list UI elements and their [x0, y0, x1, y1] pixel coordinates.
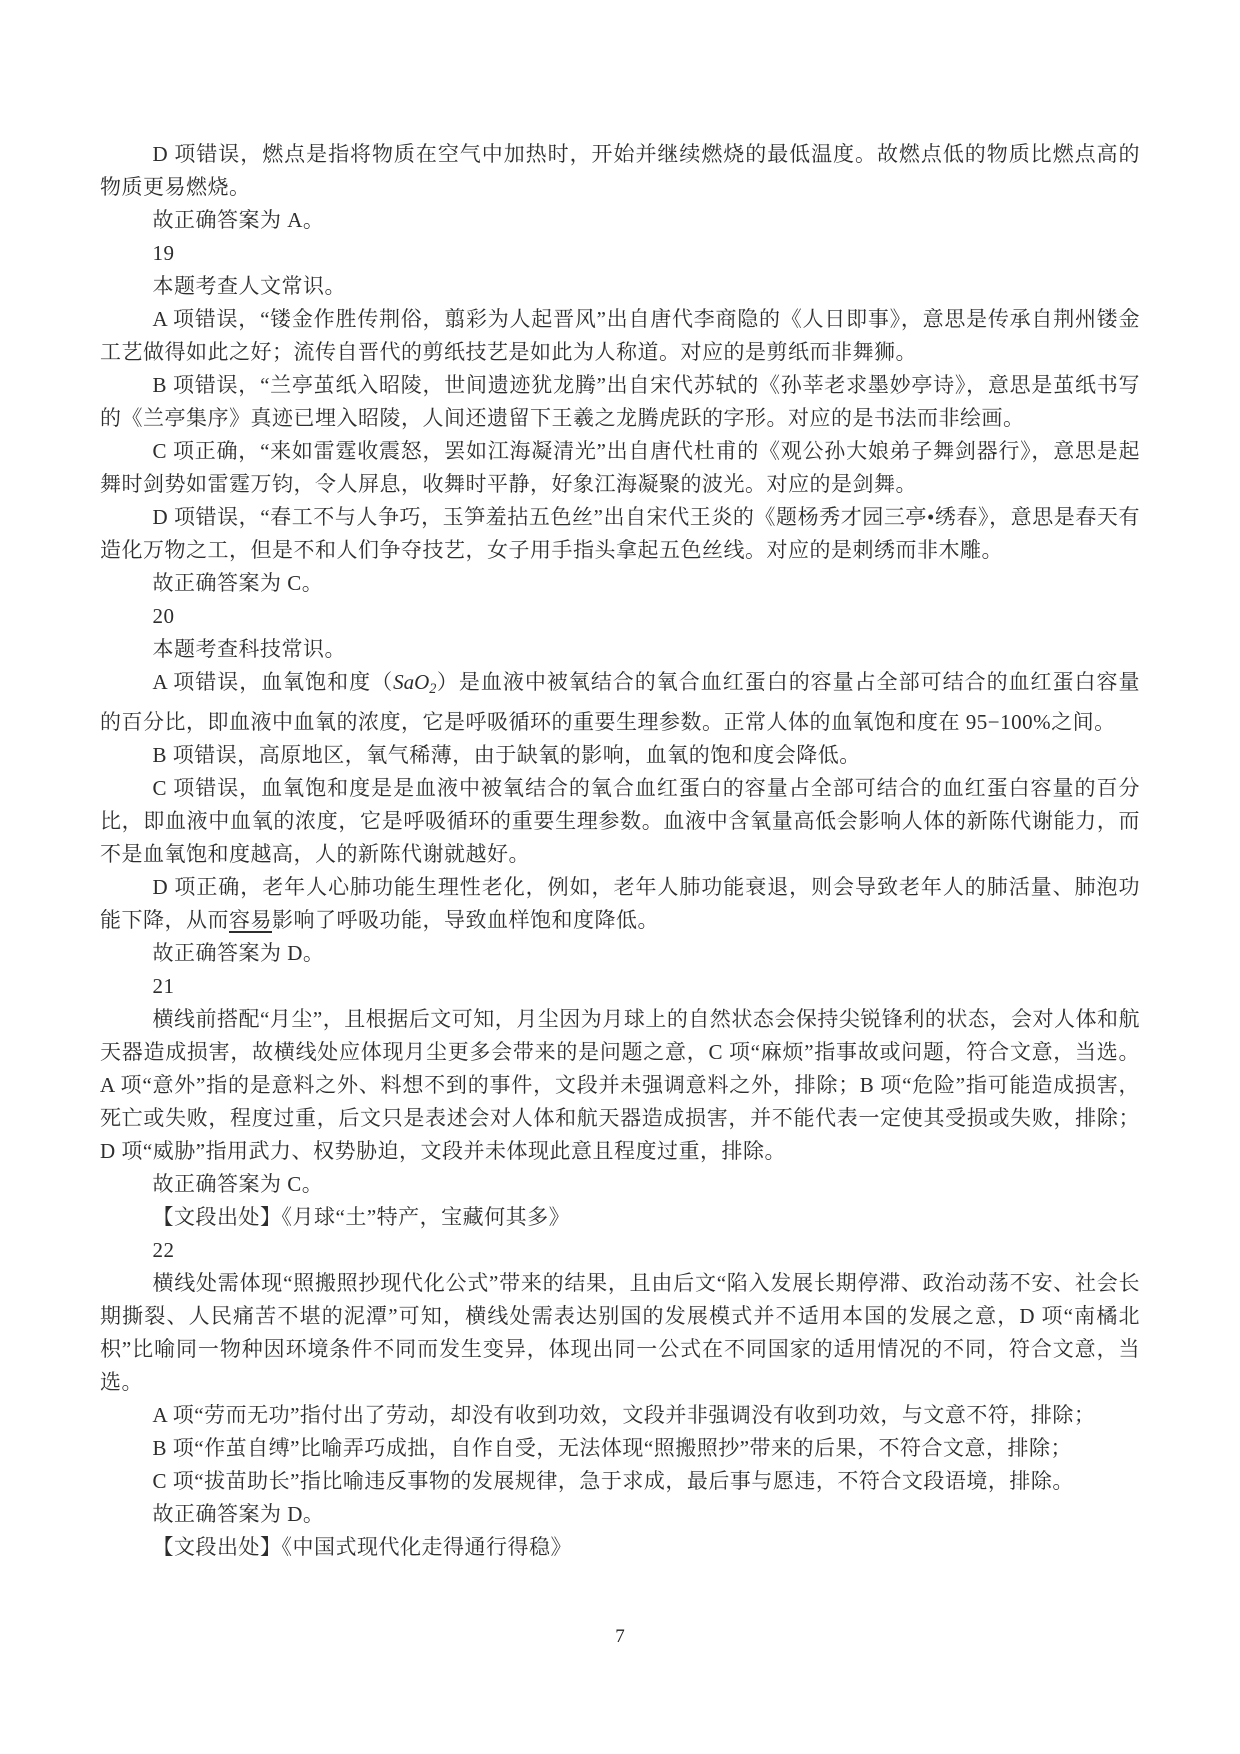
document-content — [100, 138, 1140, 1564]
paragraph — [100, 772, 1140, 871]
paragraph — [100, 1498, 1140, 1531]
text-segment: 故正确答案为 A。 — [152, 208, 325, 232]
paragraph — [100, 1267, 1140, 1399]
paragraph — [100, 1432, 1140, 1465]
paragraph — [100, 937, 1140, 970]
text-segment: ）是血液中被氧结合的氧合血红蛋白的容量占全部可结合的血红蛋白容量的百分比，即血液中血氧的浓度，它是呼吸循环的重要生理参数。正常人体的血氧饱和度在 95−100%之间。 — [100, 670, 1140, 734]
paragraph — [100, 1003, 1140, 1168]
paragraph — [100, 1201, 1140, 1234]
text-segment: 故正确答案为 C。 — [152, 1171, 324, 1196]
text-segment: 本题考查科技常识。 — [152, 637, 346, 661]
text-segment: 【文段出处】《月球“土”特产，宝藏何其多》 — [152, 1204, 571, 1229]
text-segment: C 项正确，“来如雷霆收震怒，罢如江海凝清光”出自唐代杜甫的《观公孙大娘弟子舞剑器行》，意思是起舞时剑势如雷霆万钧，令人屏息，收舞时平静，好象江海凝聚的波光。对应的是剑舞。 — [100, 439, 1140, 496]
paragraph — [100, 871, 1140, 937]
text-segment: D 项正确，老年人心肺功能生理性老化，例如，老年人肺功能衰退，则会导致老年人的肺活量、肺泡功能下降，从而 — [100, 874, 1140, 932]
paragraph — [100, 567, 1140, 600]
text-segment: A 项“劳而无功”指付出了劳动，却没有收到功效，文段并非强调没有收到功效，与文意不符，排除； — [152, 1402, 1096, 1427]
text-segment-underline: 容易 — [229, 907, 272, 932]
paragraph — [100, 204, 1140, 237]
text-segment: 19 — [152, 241, 175, 265]
text-segment: C 项错误，血氧饱和度是是血液中被氧结合的氧合血红蛋白的容量占全部可结合的血红蛋白容量的百分比，即血液中血氧的浓度，它是呼吸循环的重要生理参数。血液中含氧量高低会影响人体的新陈代谢能力，而不是血氧饱和度越高，人的新陈代谢就越好。 — [100, 775, 1140, 866]
text-segment: D 项错误，燃点是指将物质在空气中加热时，开始并继续燃烧的最低温度。故燃点低的物质比燃点高的物质更易燃烧。 — [100, 142, 1140, 199]
paragraph — [100, 1399, 1140, 1432]
text-segment: B 项错误，“兰亭茧纸入昭陵，世间遗迹犹龙腾”出自宋代苏轼的《孙莘老求墨妙亭诗》，意思是茧纸书写的《兰亭集序》真迹已埋入昭陵，人间还遗留下王羲之龙腾虎跃的字形。对应的是书法而非绘画。 — [100, 373, 1140, 430]
paragraph — [100, 270, 1140, 303]
text-segment: 故正确答案为 D。 — [152, 1501, 325, 1526]
text-segment: 横线前搭配“月尘”，且根据后文可知，月尘因为月球上的自然状态会保持尖锐锋利的状态，会对人体和航天器造成损害，故横线处应体现月尘更多会带来的是问题之意，C 项“麻烦”指事故或问题，符合文意，当选。A 项“意外”指的是意料之外、料想不到的事件，文段并未强调意料之外，排除；B 项“危险”指可能造成损害，死亡或失败，程度过重，后文只是表述会对人体和航天器造成损害，并不能代表一定使其受损或失败，排除；D 项“威胁”指用武力、权势胁迫，文段并未体现此意且程度过重，排除。 — [100, 1006, 1140, 1163]
text-segment-math: SaO — [393, 670, 430, 694]
text-segment: B 项错误，高原地区，氧气稀薄，由于缺氧的影响，血氧的饱和度会降低。 — [152, 742, 861, 767]
paragraph — [100, 138, 1140, 204]
text-segment: 故正确答案为 C。 — [152, 571, 324, 595]
paragraph — [100, 303, 1140, 369]
page-footer — [0, 1626, 1240, 1648]
paragraph — [100, 739, 1140, 772]
paragraph — [100, 970, 1140, 1003]
page-number: 7 — [615, 1626, 625, 1647]
paragraph — [100, 237, 1140, 270]
paragraph — [100, 666, 1140, 739]
text-segment: D 项错误，“春工不与人争巧，玉笋羞拈五色丝”出自宋代王炎的《题杨秀才园三亭•绣春》，意思是春天有造化万物之工，但是不和人们争夺技艺，女子用手指头拿起五色丝线。对应的是刺绣而非木雕。 — [100, 505, 1140, 562]
text-segment-sub: 2 — [429, 680, 437, 697]
paragraph — [100, 1465, 1140, 1498]
text-segment: A 项错误，“镂金作胜传荆俗，翦彩为人起晋风”出自唐代李商隐的《人日即事》，意思是传承自荆州镂金工艺做得如此之好；流传自晋代的剪纸技艺是如此为人称道。对应的是剪纸而非舞狮。 — [100, 307, 1140, 364]
paragraph — [100, 1168, 1140, 1201]
paragraph — [100, 1234, 1140, 1267]
text-segment: 横线处需体现“照搬照抄现代化公式”带来的结果，且由后文“陷入发展长期停滞、政治动荡不安、社会长期撕裂、人民痛苦不堪的泥潭”可知，横线处需表达别国的发展模式并不适用本国的发展之意，D 项“南橘北枳”比喻同一物种因环境条件不同而发生变异，体现出同一公式在不同国家的适用情况的不同，符合文意，当选。 — [100, 1270, 1140, 1394]
text-segment: 21 — [152, 973, 175, 998]
text-segment: 【文段出处】《中国式现代化走得通行得稳》 — [152, 1534, 572, 1559]
paragraph — [100, 1531, 1140, 1564]
paragraph — [100, 501, 1140, 567]
paragraph — [100, 600, 1140, 633]
text-segment: 故正确答案为 D。 — [152, 940, 325, 965]
text-segment: 20 — [152, 604, 175, 628]
paragraph — [100, 633, 1140, 666]
text-segment: A 项错误，血氧饱和度（ — [152, 670, 394, 694]
paragraph — [100, 435, 1140, 501]
paragraph — [100, 369, 1140, 435]
text-segment: C 项“拔苗助长”指比喻违反事物的发展规律，急于求成，最后事与愿违，不符合文段语境，排除。 — [152, 1468, 1074, 1493]
text-segment: B 项“作茧自缚”比喻弄巧成拙，自作自受，无法体现“照搬照抄”带来的后果，不符合文意，排除； — [152, 1435, 1073, 1460]
text-segment: 本题考查人文常识。 — [152, 274, 346, 298]
text-segment: 影响了呼吸功能，导致血样饱和度降低。 — [272, 907, 659, 932]
text-segment: 22 — [152, 1237, 175, 1262]
